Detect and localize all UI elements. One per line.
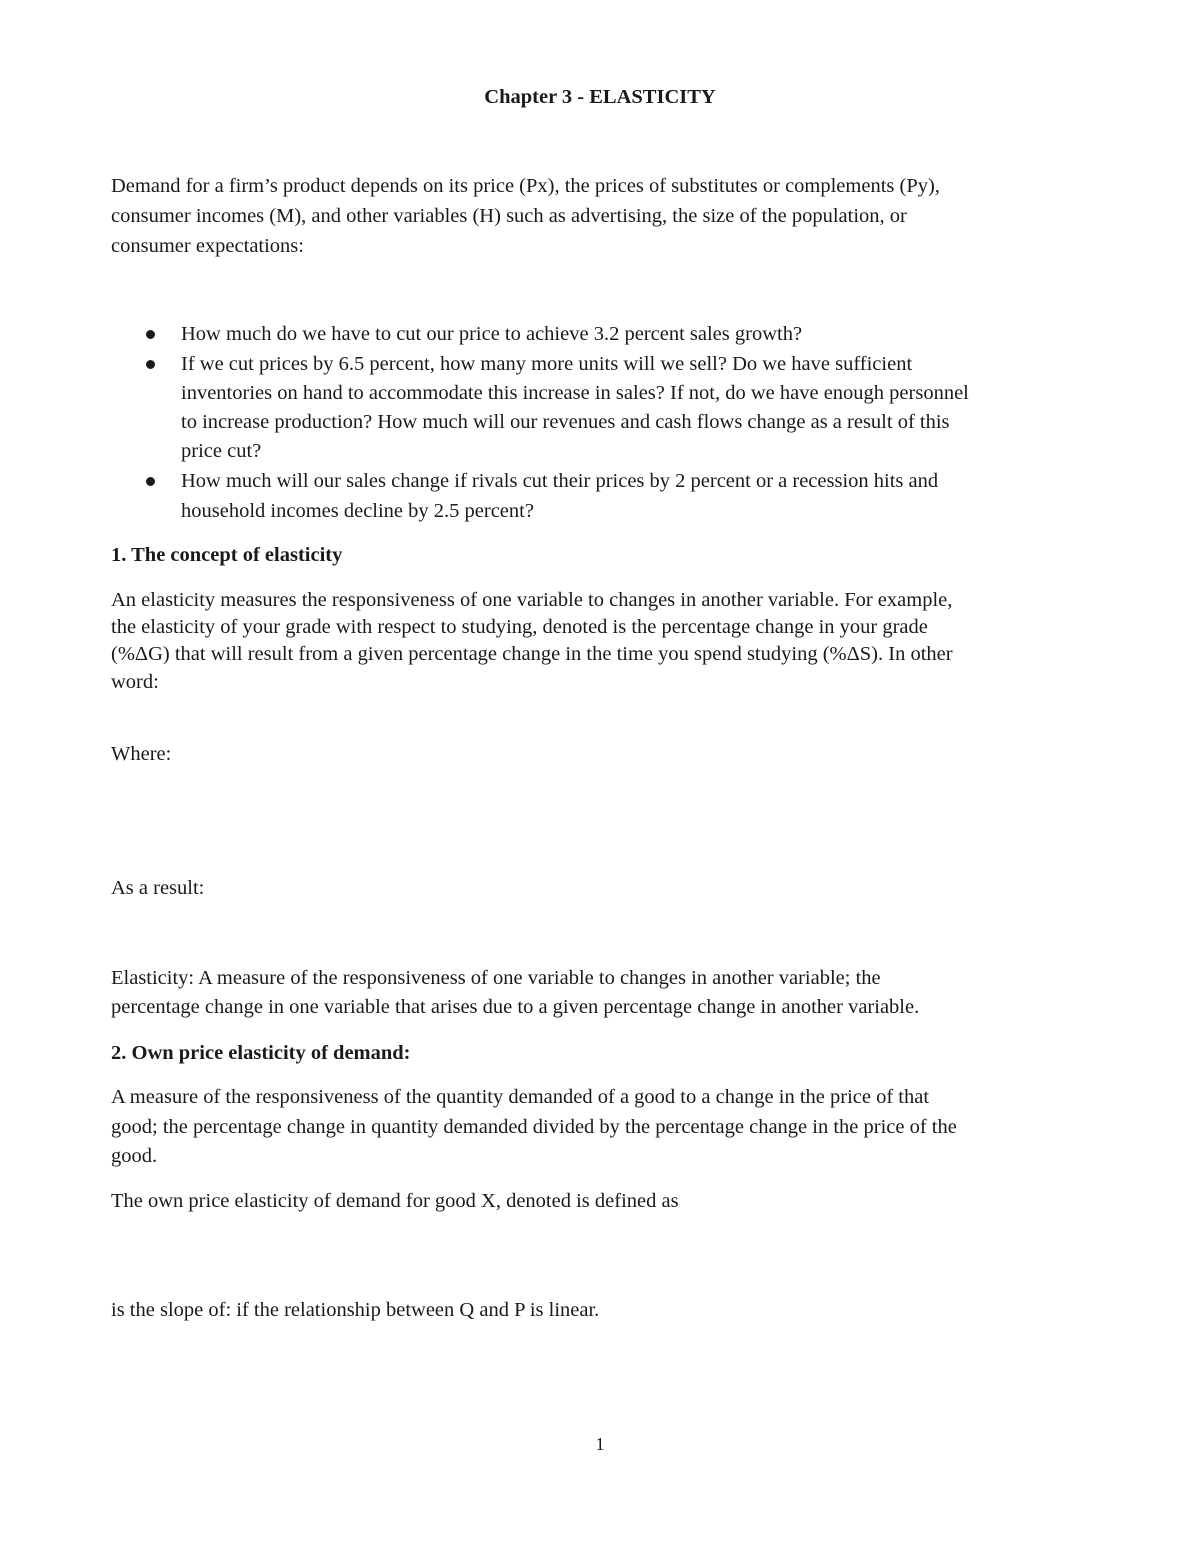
section-heading: 1. The concept of elasticity <box>111 544 343 566</box>
where-label: Where: <box>111 743 172 765</box>
definition-line: percentage change in one variable that arises due to a given percentage change in another variable. <box>111 996 920 1018</box>
bullet-item-line: If we cut prices by 6.5 percent, how many more units will we sell? Do we have sufficient <box>181 353 913 375</box>
page-number: 1 <box>595 1434 605 1454</box>
intro-line: consumer expectations: <box>111 235 304 257</box>
paragraph-line: good; the percentage change in quantity demanded divided by the percentage change in the price of the <box>111 1116 957 1138</box>
bullet-item-line: How much do we have to cut our price to achieve 3.2 percent sales growth? <box>181 323 803 345</box>
bullet-dot <box>146 360 155 369</box>
bullet-item-line: inventories on hand to accommodate this increase in sales? If not, do we have enough personnel <box>181 382 969 404</box>
own-price-line: The own price elasticity of demand for good X, denoted is defined as <box>111 1190 679 1212</box>
intro-line: Demand for a firm’s product depends on its price (Px), the prices of substitutes or complements (Py), <box>111 175 940 197</box>
intro-line: consumer incomes (M), and other variables (H) such as advertising, the size of the population, or <box>111 205 907 227</box>
paragraph-line: A measure of the responsiveness of the quantity demanded of a good to a change in the price of that <box>111 1086 930 1108</box>
as-result-label: As a result: <box>111 877 205 899</box>
bullet-dot <box>146 477 155 486</box>
paragraph-line: (%ΔG) that will result from a given percentage change in the time you spend studying (%ΔS). In other <box>111 643 953 665</box>
bullet-item-line: household incomes decline by 2.5 percent? <box>181 500 534 522</box>
bullet-item-line: How much will our sales change if rivals cut their prices by 2 percent or a recession hits and <box>181 470 939 492</box>
definition-line: Elasticity: A measure of the responsiveness of one variable to changes in another variable; the <box>111 967 881 989</box>
paragraph-line: word: <box>111 671 159 693</box>
paragraph-line: good. <box>111 1145 158 1167</box>
page-title: Chapter 3 - ELASTICITY <box>484 86 716 108</box>
bullet-item-line: price cut? <box>181 440 262 462</box>
bullet-item-line: to increase production? How much will our revenues and cash flows change as a result of this <box>181 411 950 433</box>
section-heading: 2. Own price elasticity of demand: <box>111 1042 411 1064</box>
bullet-dot <box>146 330 155 339</box>
paragraph-line: An elasticity measures the responsiveness of one variable to changes in another variable. For example, <box>111 589 953 611</box>
paragraph-line: the elasticity of your grade with respect to studying, denoted is the percentage change in your grade <box>111 616 928 638</box>
slope-line: is the slope of: if the relationship between Q and P is linear. <box>111 1299 600 1321</box>
